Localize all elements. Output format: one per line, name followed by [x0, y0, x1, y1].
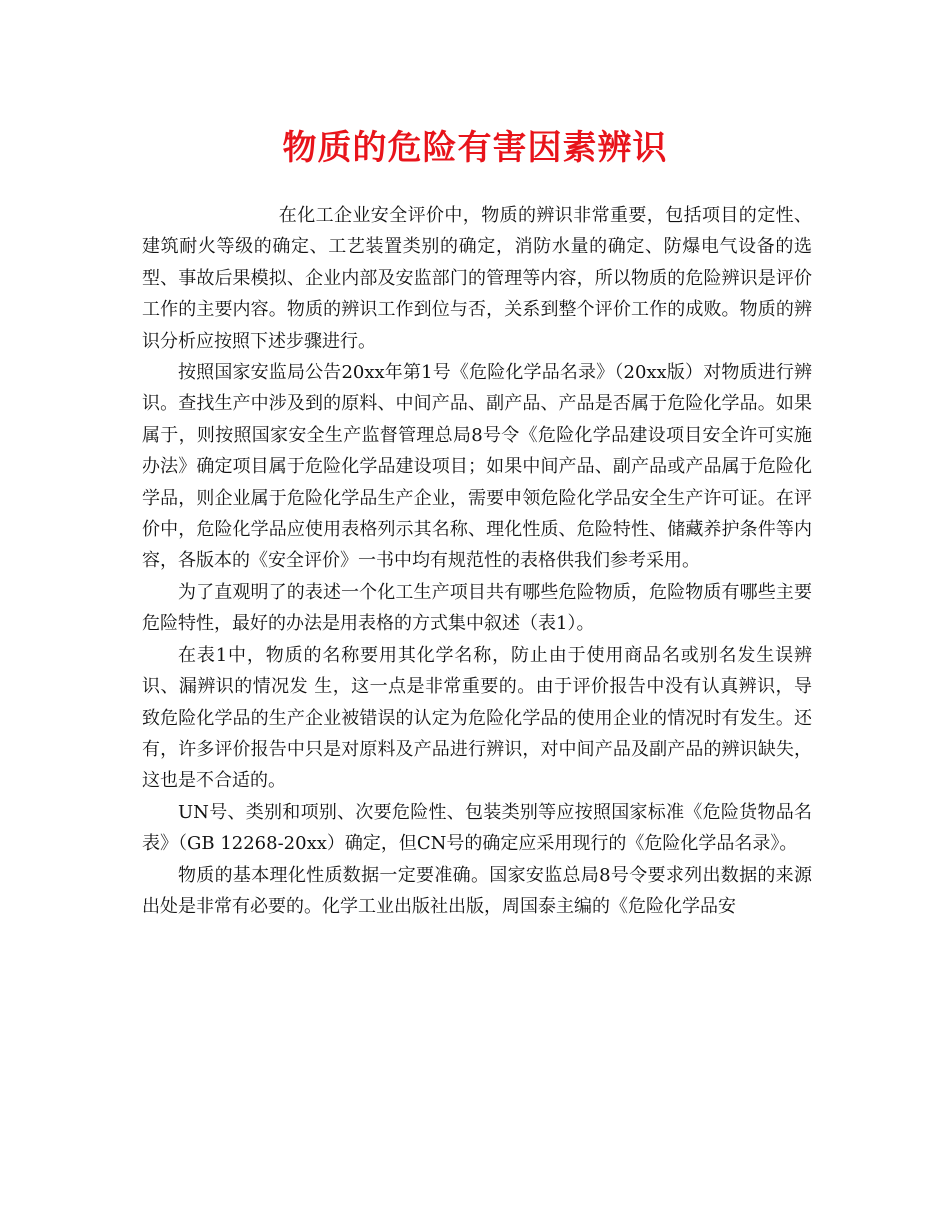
- paragraph-identification-steps: 按照国家安监局公告20xx年第1号《危险化学品名录》（20xx版）对物质进行辨识。查找生产中涉及到的原料、中间产品、副产品、产品是否属于危险化学品。如果属于，则按照国家安全生产监督管理总局8号令《危险化学品建设项目安全许可实施办法》确定项目属于危险化学品建设项目；如果中间产品、副产品或产品属于危险化学品，则企业属于危险化学品生产企业，需要申领危险化学品安全生产许可证。在评价中，危险化学品应使用表格列示其名称、理化性质、危险特性、储藏养护条件等内容，各版本的《安全评价》一书中均有规范性的表格供我们参考采用。: [142, 362, 812, 572]
- document-title: 物质的危险有害因素辨识: [282, 128, 668, 168]
- document-body: [142, 200, 812, 922]
- paragraph-table-summary: 为了直观明了的表述一个化工生产项目共有哪些危险物质，危险物质有哪些主要危险特性，最好的办法是用表格的方式集中叙述（表1）。: [142, 581, 812, 635]
- paragraph-intro: 在化工企业安全评价中，物质的辨识非常重要，包括项目的定性、建筑耐火等级的确定、工艺装置类别的确定，消防水量的确定、防爆电气设备的选型、事故后果模拟、企业内部及安监部门的管理等内容，所以物质的危险辨识是评价工作的主要内容。物质的辨识工作到位与否，关系到整个评价工作的成败。物质的辨识分析应按照下述步骤进行。: [142, 205, 812, 352]
- paragraph-chemical-names: 在表1中，物质的名称要用其化学名称，防止由于使用商品名或别名发生误辨识、漏辨识的情况发 生，这一点是非常重要的。由于评价报告中没有认真辨识，导致危险化学品的生产企业被错误的认定为危险化学品的使用企业的情况时有发生。还有，许多评价报告中只是对原料及产品进行辨识，对中间产品及副产品的辨识缺失，这也是不合适的。: [142, 644, 812, 792]
- paragraph-physical-properties: 物质的基本理化性质数据一定要准确。国家安监总局8号令要求列出数据的来源出处是非常有必要的。化学工业出版社出版，周国泰主编的《危险化学品安: [142, 864, 812, 917]
- paragraph-un-number: UN号、类别和项别、次要危险性、包装类别等应按照国家标准《危险货物品名表》（GB 12268-20xx）确定，但CN号的确定应采用现行的《危险化学品名录》。: [142, 801, 812, 855]
